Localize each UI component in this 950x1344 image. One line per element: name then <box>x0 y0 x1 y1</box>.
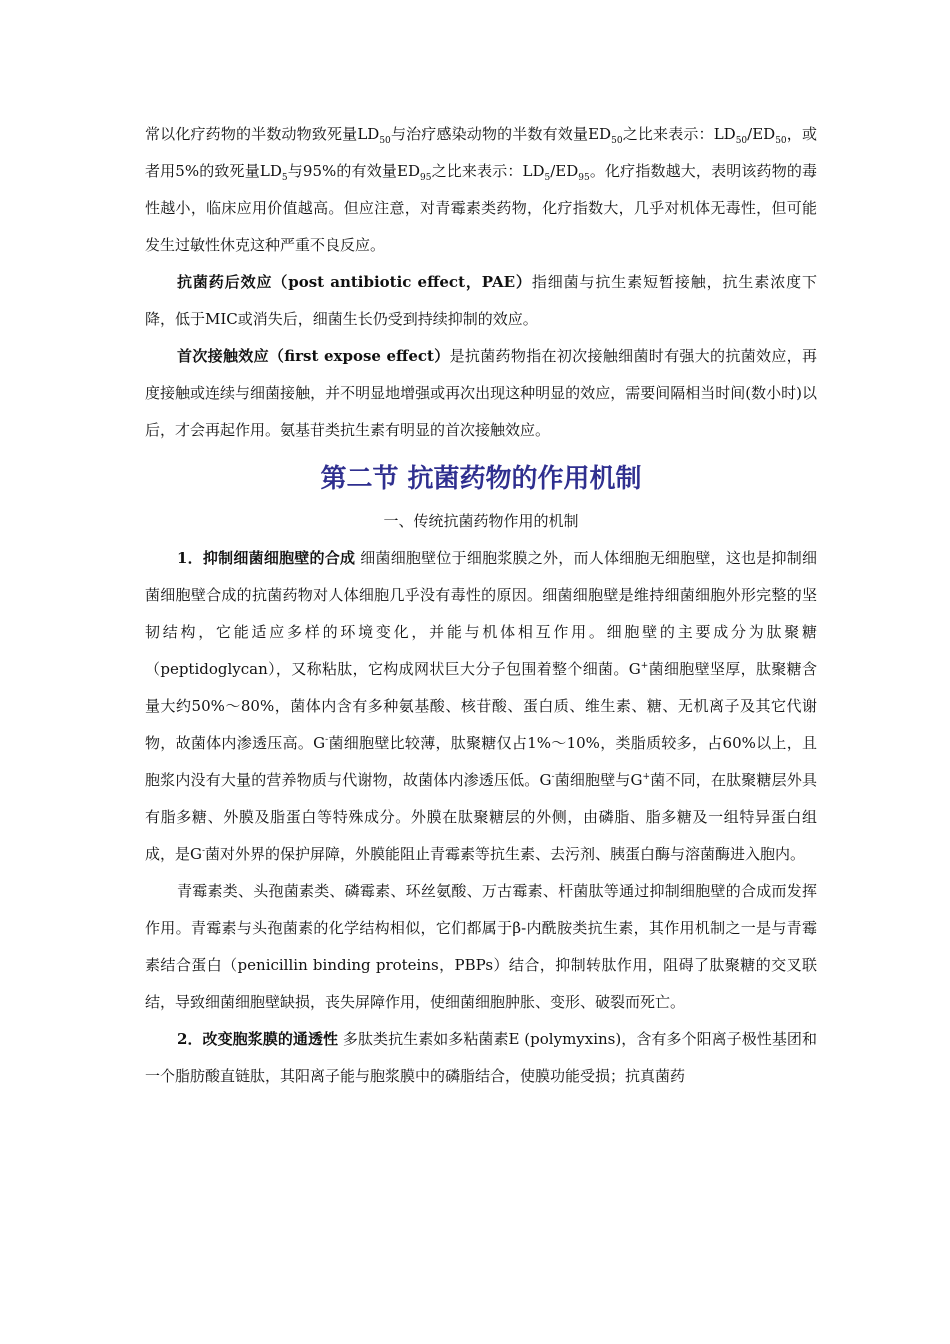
subscript: 5 <box>544 173 551 183</box>
subscript: 50 <box>379 136 391 146</box>
subscript: 95 <box>578 173 590 183</box>
subscript: 50 <box>611 136 623 146</box>
text-run: 菌不同，在肽聚糖层外具有脂多糖、外膜及脂蛋白等特殊成分。外膜在肽聚糖层的外侧，由磷脂、脂多糖及一组特异蛋白组成，是G <box>145 771 817 863</box>
term-first-expose: 首次接触效应（first expose effect） <box>177 347 450 365</box>
text-run: 与治疗感染动物的半数有效量ED <box>390 125 612 143</box>
text-run: ，或者用5%的致死量LD <box>145 125 817 180</box>
text-run: 指细菌与抗生素短暂接触，抗生素浓度下降，低于MIC或消失后，细菌生长仍受到持续抑制的效应。 <box>145 273 817 328</box>
subscript: 95 <box>419 173 432 183</box>
subsection-title: 一、传统抗菌药物作用的机制 <box>383 512 579 530</box>
paragraph-first-expose <box>145 338 817 449</box>
text-run: 多肽类抗生素如多粘菌素E (polymyxins)，含有多个阳离子极性基团和一个脂肪酸直链肽，其阳离子能与胞浆膜中的磷脂结合，使膜功能受损；抗真菌药 <box>145 1030 817 1085</box>
text-body <box>145 116 817 1095</box>
item-heading: 2．改变胞浆膜的通透性 <box>177 1030 339 1048</box>
section-title: 第二节 抗菌药物的作用机制 <box>320 464 642 494</box>
superscript: - <box>201 846 206 856</box>
paragraph-cell-wall <box>145 540 817 873</box>
text-run: 之比来表示：LD <box>431 162 545 180</box>
text-run: /ED <box>550 162 579 180</box>
subscript: 5 <box>281 173 288 183</box>
text-run: 菌细胞壁坚厚，肽聚糖含量大约50%～80%，菌体内含有多种氨基酸、核苷酸、蛋白质、维生素、糖、无机离子及其它代谢物，故菌体内渗透压高。G <box>145 660 817 752</box>
item-heading: 1．抑制细菌细胞壁的合成 <box>177 549 356 567</box>
text-run: 菌细胞壁比较薄，肽聚糖仅占1%～10%，类脂质较多，占60%以上，且胞浆内没有大量的营养物质与代谢物，故菌体内渗透压低。G <box>145 734 818 789</box>
paragraph-penicillin: 青霉素类、头孢菌素类、磷霉素、环丝氨酸、万古霉素、杆菌肽等通过抑制细胞壁的合成而发挥作用。青霉素与头孢菌素的化学结构相似，它们都属于β-内酰胺类抗生素，其作用机制之一是与青霉素结合蛋白（penicillin binding proteins，PBPs）结合，抑制转肽作用，阻碍了肽聚糖的交叉联结，导致细菌细胞壁缺损，丧失屏障作用，使细菌细胞肿胀、变形、破裂而死亡。 <box>145 882 817 1011</box>
superscript: + <box>640 661 649 671</box>
text-run: 之比来表示：LD <box>622 125 736 143</box>
text-run: 与95%的有效量ED <box>287 162 420 180</box>
text-run: 是抗菌药物指在初次接触细菌时有强大的抗菌效应，再度接触或连续与细菌接触，并不明显地增强或再次出现这种明显的效应，需要间隔相当时间(数小时)以后，才会再起作用。氨基苷类抗生素有明显的首次接触效应。 <box>145 347 817 439</box>
text-run: 菌对外界的保护屏障，外膜能阻止青霉素等抗生素、去污剂、胰蛋白酶与溶菌酶进入胞内。 <box>205 845 806 863</box>
term-pae: 抗菌药后效应（post antibiotic effect，PAE） <box>177 273 532 291</box>
text-run: 常以化疗药物的半数动物致死量LD <box>145 125 380 143</box>
paragraph-membrane <box>145 1021 817 1095</box>
superscript: - <box>551 772 555 782</box>
subscript: 50 <box>775 136 787 146</box>
paragraph-pae <box>145 264 817 338</box>
text-run: 。化疗指数越大，表明该药物的毒性越小，临床应用价值越高。但应注意，对青霉素类药物，化疗指数大，几乎对机体无毒性，但可能发生过敏性休克这种严重不良反应。 <box>145 162 817 254</box>
text-run: 细菌细胞壁位于细胞浆膜之外，而人体细胞无细胞壁，这也是抑制细菌细胞壁合成的抗菌药物对人体细胞几乎没有毒性的原因。细菌细胞壁是维持细菌细胞外形完整的坚韧结构，它能适应多样的环境变化，并能与机体相互作用。细胞壁的主要成分为肽聚糖（peptidoglycan），又称粘肽，它构成网状巨大分子包围着整个细菌。G <box>145 549 817 678</box>
paragraph-chemotherapy-index <box>145 116 817 264</box>
subscript: 50 <box>735 136 748 146</box>
text-run: 菌细胞壁与G <box>554 771 643 789</box>
superscript: - <box>325 735 329 745</box>
text-run: /ED <box>747 125 776 143</box>
superscript: + <box>642 772 651 782</box>
